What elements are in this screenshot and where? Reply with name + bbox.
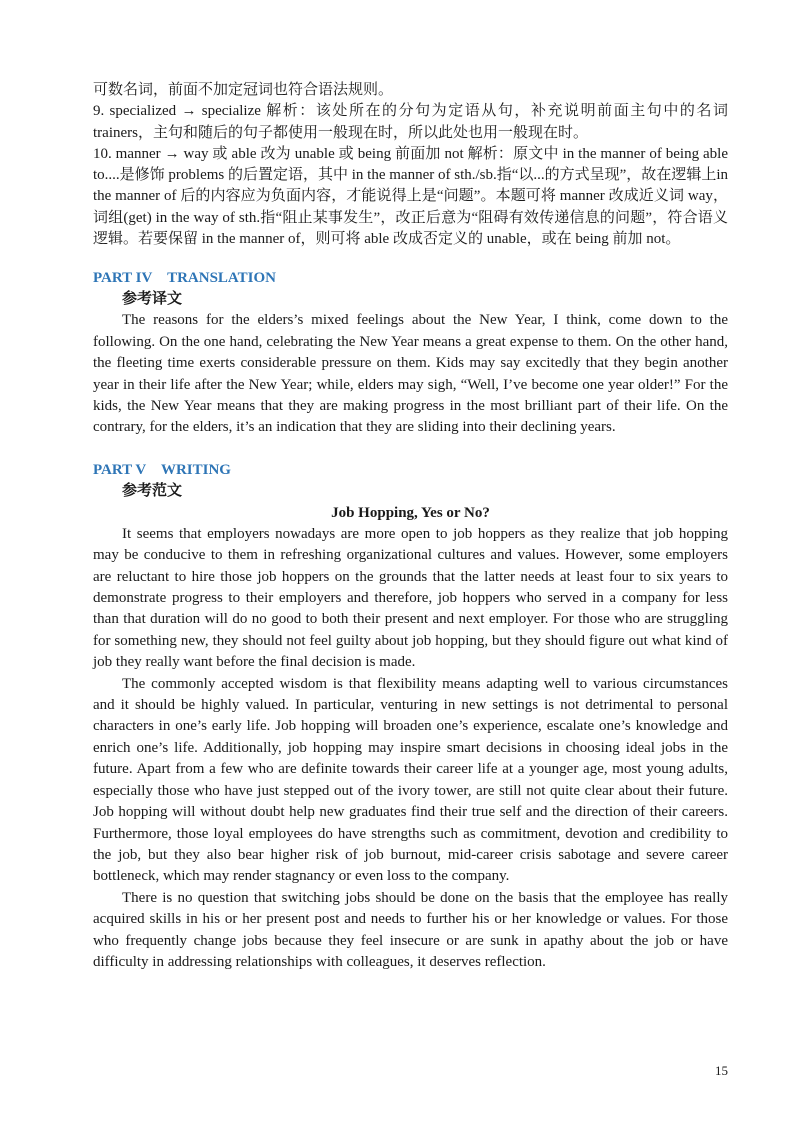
answer-notes — [93, 80, 728, 250]
essay-title: Job Hopping, Yes or No? — [331, 504, 490, 521]
essay-paragraph-1: It seems that employers nowadays are more open to job hoppers as they realize that job hopping may be conducive to them in refreshing organizational cultures and values. However, some employers are reluctant to hire those job hoppers on the grounds that the latter needs at least four to six years to demonstrate progress to their employers and therefore, job hoppers who served in a company for less than that duration will do no good to both their present and next employer. For those who are struggling for something new, they should not feel guilty about job hopping, but they should figure out what kind of job they really want before the final decision is made. — [93, 525, 728, 671]
essay-paragraph-3: There is no question that switching jobs should be done on the basis that the employee has really acquired skills in his or her present post and needs to further his or her knowledge or values. For those who frequently change jobs because they feel insecure or are sunk in apathy about the job or have difficulty in addressing relationships with colleagues, it deserves reflection. — [93, 889, 728, 970]
page-content — [93, 80, 728, 973]
translation-paragraph: The reasons for the elders’s mixed feelings about the New Year, I think, come down to the following. On the one hand, celebrating the New Year means a great expense to them. On the other hand, the fleeting time exerts considerable pressure on them. Kids may say excitedly that they begin another year in their life after the New Year; while, elders may sigh, “Well, I’ve become one year older!” For the kids, the New Year means that they are making progress in the most brilliant part of their life. On the contrary, for the elders, it’s an indication that they are sliding into their declining years. — [93, 312, 728, 436]
note-item-10: 10. manner → way 或 able 改为 unable 或 being 前面加 not 解析：原文中 in the manner of being able to....是修饰 problems 的后置定语，其中 in the manner of sth./sb.指“以...的方式呈现”，故在逻辑上in the manner of 后的内容应为负面内容，才能说得上是“问题”。本题可将 manner 改成近义词 way，词组(get) in the way of sth.指“阻止某事发生”，改正后意为“阻碍有效传递信息的问题”，符合语义逻辑。若要保留 in the manner of，则可将 able 改成否定义的 unable，或在 being 前加 not。 — [93, 145, 728, 248]
part4-label: 参考译文 — [122, 291, 183, 308]
part4-heading: PART IV TRANSLATION — [93, 270, 276, 287]
page-number: 15 — [715, 1063, 728, 1078]
part5-heading: PART V WRITING — [93, 461, 231, 478]
note-line-1: 可数名词，前面不加定冠词也符合语法规则。 — [93, 82, 394, 98]
part5-label: 参考范文 — [122, 482, 183, 499]
note-item-9: 9. specialized → specialize 解析：该处所在的分句为定语从句，补充说明前面主句中的名词trainers，主句和随后的句子都使用一般现在时，所以此处也用一般现在时。 — [93, 103, 728, 141]
essay-paragraph-2: The commonly accepted wisdom is that flexibility means adapting well to various circumstances and it should be highly valued. In particular, venturing in new settings is not detrimental to personal characters in one’s early life. Job hopping will broaden one’s experience, escalate one’s knowledge and enrich one’s life. Additionally, job hopping may inspire smart decisions in choosing ideal jobs in the future. Apart from a few who are definite towards their career life at a younger age, most young adults, especially those who have just stepped out of the ivory tower, are still not quite clear about their future. Job hopping will without doubt help new graduates find their true self and the direction of their careers. Furthermore, those loyal employees do have strengths such as commitment, devotion and credibility to the job, but they also bear higher risk of job burnout, mid-career crisis sabotage and severe career bottleneck, which may render stagnancy or even loss to the company. — [93, 675, 728, 885]
